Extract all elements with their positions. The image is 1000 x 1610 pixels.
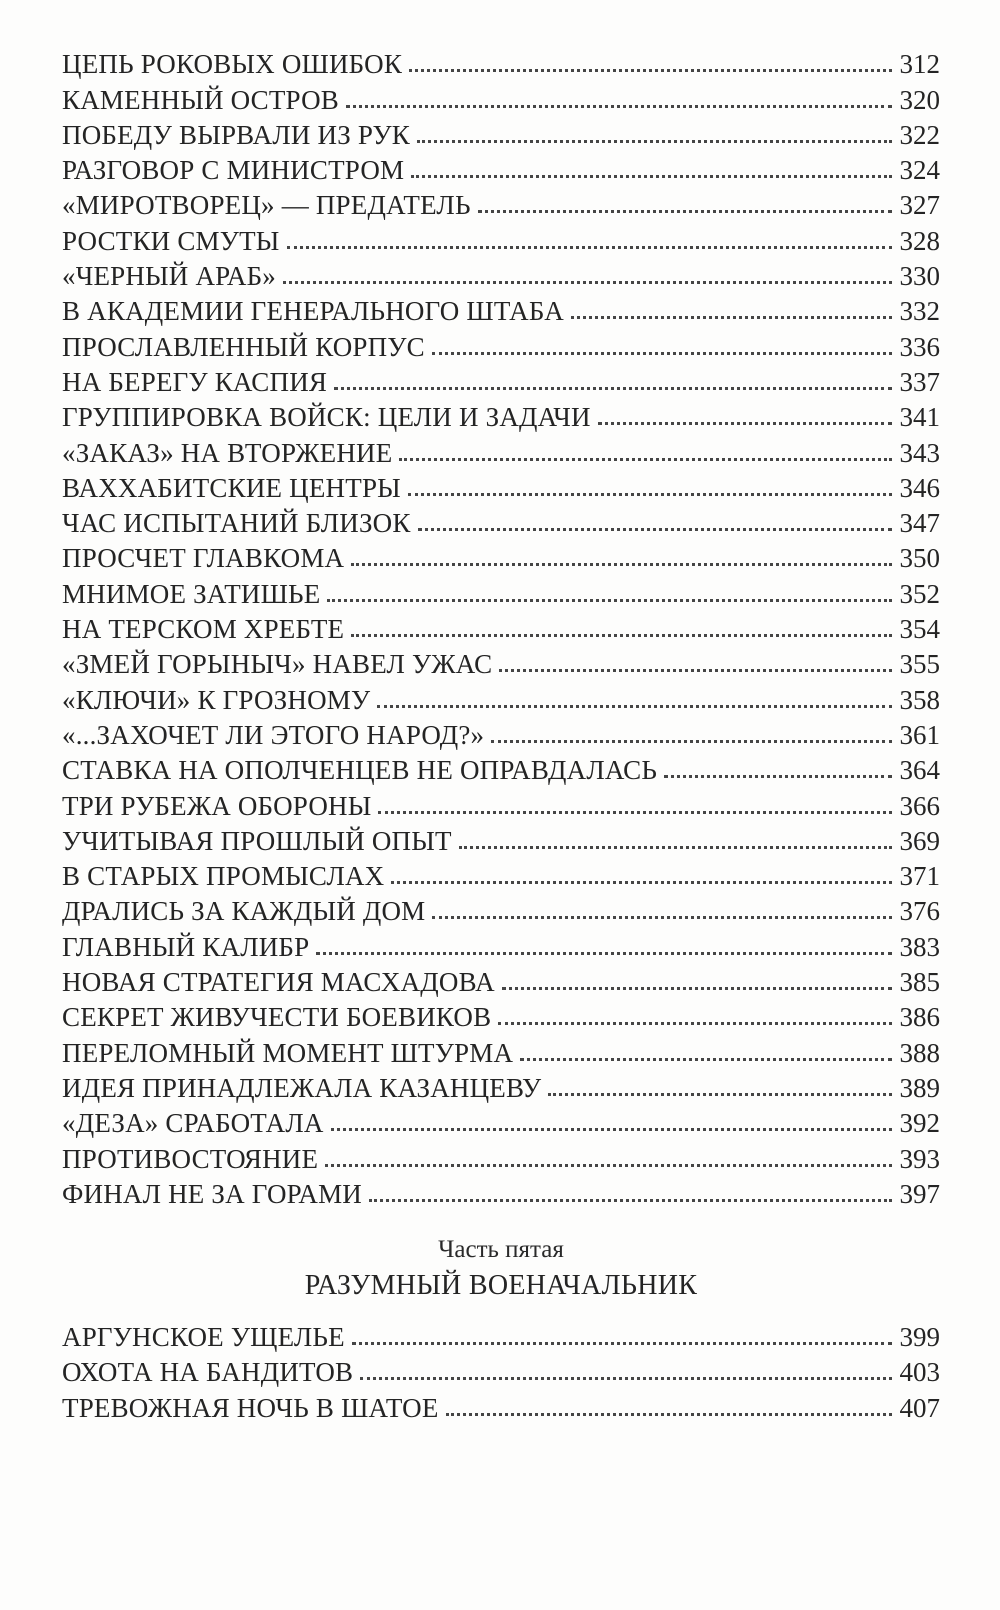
dot-leader: [502, 987, 892, 990]
toc-entry: [62, 785, 940, 820]
toc-entry: [62, 362, 940, 397]
dot-leader: [391, 881, 891, 884]
toc-entry-page: 320: [899, 84, 940, 115]
toc-entry-page: 354: [899, 614, 940, 645]
dot-leader: [346, 105, 892, 108]
part-heading: [62, 1233, 940, 1305]
toc-entry: [62, 1174, 940, 1209]
dot-leader: [432, 916, 891, 919]
dot-leader: [377, 705, 891, 708]
toc-entry-title: НА ТЕРСКОМ ХРЕБТЕ: [62, 614, 345, 645]
toc-entry: [62, 256, 940, 291]
toc-entry-title: «...ЗАХОЧЕТ ЛИ ЭТОГО НАРОД?»: [62, 719, 485, 750]
toc-entry-page: 347: [899, 508, 940, 539]
toc-entry: [62, 432, 940, 467]
toc-entry-title: «КЛЮЧИ» К ГРОЗНОМУ: [62, 684, 371, 715]
toc-entry-page: 364: [899, 755, 940, 786]
toc-entry-title: ЧАС ИСПЫТАНИЙ БЛИЗОК: [62, 508, 411, 539]
toc-entry-page: 389: [899, 1072, 940, 1103]
toc-entry-title: ПРОСЧЕТ ГЛАВКОМА: [62, 543, 345, 574]
toc-entry-page: 352: [899, 578, 940, 609]
toc-entry-title: КАМЕННЫЙ ОСТРОВ: [62, 84, 339, 115]
toc-entry-page: 361: [899, 719, 940, 750]
dot-leader: [498, 1022, 891, 1025]
dot-leader: [369, 1199, 891, 1202]
table-of-contents: [62, 44, 940, 1423]
dot-leader: [399, 458, 891, 461]
toc-entry-page: 385: [899, 967, 940, 998]
toc-entry-page: 324: [899, 155, 940, 186]
toc-entry: [62, 397, 940, 432]
toc-entry: [62, 750, 940, 785]
dot-leader: [408, 493, 892, 496]
toc-entry-page: 327: [899, 190, 940, 221]
toc-entry-title: СЕКРЕТ ЖИВУЧЕСТИ БОЕВИКОВ: [62, 1002, 492, 1033]
toc-entry: [62, 573, 940, 608]
toc-entry-page: 376: [899, 896, 940, 927]
toc-entry-page: 337: [899, 366, 940, 397]
toc-entry-page: 322: [899, 119, 940, 150]
toc-entry: [62, 962, 940, 997]
toc-entry-title: «ДЕЗА» СРАБОТАЛА: [62, 1108, 324, 1139]
toc-entry-page: 341: [899, 402, 940, 433]
toc-entry: [62, 115, 940, 150]
dot-leader: [352, 1342, 892, 1345]
dot-leader: [417, 140, 892, 143]
dot-leader: [411, 175, 891, 178]
toc-entry-page: 392: [899, 1108, 940, 1139]
toc-entry-page: 399: [899, 1322, 940, 1353]
toc-entry-page: 393: [899, 1143, 940, 1174]
toc-entry: [62, 715, 940, 750]
dot-leader: [327, 599, 891, 602]
toc-entry-title: ДРАЛИСЬ ЗА КАЖДЫЙ ДОМ: [62, 896, 426, 927]
dot-leader: [571, 316, 892, 319]
dot-leader: [409, 69, 891, 72]
toc-entry-title: АРГУНСКОЕ УЩЕЛЬЕ: [62, 1322, 345, 1353]
dot-leader: [491, 740, 891, 743]
dot-leader: [459, 846, 892, 849]
toc-entry: [62, 1068, 940, 1103]
toc-entry-title: ТРИ РУБЕЖА ОБОРОНЫ: [62, 790, 372, 821]
toc-entry: [62, 291, 940, 326]
toc-entry: [62, 185, 940, 220]
dot-leader: [548, 1093, 891, 1096]
toc-entry-page: 355: [899, 649, 940, 680]
dot-leader: [664, 775, 891, 778]
toc-entry-title: ГРУППИРОВКА ВОЙСК: ЦЕЛИ И ЗАДАЧИ: [62, 402, 591, 433]
toc-entry-title: ЦЕПЬ РОКОВЫХ ОШИБОК: [62, 49, 403, 80]
toc-entry: [62, 1138, 940, 1173]
dot-leader: [351, 634, 891, 637]
toc-entry-title: «МИРОТВОРЕЦ» — ПРЕДАТЕЛЬ: [62, 190, 471, 221]
toc-entry: [62, 644, 940, 679]
toc-entry: [62, 220, 940, 255]
toc-entry-title: «ЧЕРНЫЙ АРАБ»: [62, 261, 277, 292]
dot-leader: [499, 669, 891, 672]
toc-entry-title: НОВАЯ СТРАТЕГИЯ МАСХАДОВА: [62, 967, 495, 998]
toc-entry-page: 397: [899, 1178, 940, 1209]
toc-entry-title: В СТАРЫХ ПРОМЫСЛАХ: [62, 861, 385, 892]
toc-entry-page: 328: [899, 225, 940, 256]
toc-entry-page: 403: [899, 1357, 940, 1388]
dot-leader: [283, 281, 891, 284]
toc-entry: [62, 503, 940, 538]
toc-entry-title: СТАВКА НА ОПОЛЧЕНЦЕВ НЕ ОПРАВДАЛАСЬ: [62, 755, 658, 786]
toc-entry-title: «ЗМЕЙ ГОРЫНЫЧ» НАВЕЛ УЖАС: [62, 649, 493, 680]
toc-entry-page: 336: [899, 331, 940, 362]
toc-entry: [62, 926, 940, 961]
toc-entry-title: ПОБЕДУ ВЫРВАЛИ ИЗ РУК: [62, 119, 410, 150]
toc-entry: [62, 1103, 940, 1138]
dot-leader: [478, 210, 892, 213]
part-label: Часть пятая: [438, 1235, 564, 1263]
toc-entry: [62, 609, 940, 644]
dot-leader: [378, 811, 891, 814]
toc-entry: [62, 1387, 940, 1422]
toc-entry-title: ПРОТИВОСТОЯНИЕ: [62, 1143, 319, 1174]
toc-entry-page: 358: [899, 684, 940, 715]
dot-leader: [334, 387, 891, 390]
dot-leader: [325, 1164, 891, 1167]
toc-entry-page: 350: [899, 543, 940, 574]
dot-leader: [446, 1413, 892, 1416]
toc-entry-page: 388: [899, 1037, 940, 1068]
toc-entry: [62, 679, 940, 714]
toc-entry-page: 386: [899, 1002, 940, 1033]
toc-entry: [62, 150, 940, 185]
toc-entry-page: 346: [899, 472, 940, 503]
toc-entry-page: 371: [899, 861, 940, 892]
toc-entry-page: 366: [899, 790, 940, 821]
dot-leader: [432, 352, 892, 355]
toc-entry-title: МНИМОЕ ЗАТИШЬЕ: [62, 578, 321, 609]
toc-entry-page: 330: [899, 261, 940, 292]
toc-entry-title: РАЗГОВОР С МИНИСТРОМ: [62, 155, 405, 186]
toc-entry-title: ФИНАЛ НЕ ЗА ГОРАМИ: [62, 1178, 363, 1209]
toc-entry-page: 383: [899, 931, 940, 962]
toc-entry-title: ИДЕЯ ПРИНАДЛЕЖАЛА КАЗАНЦЕВУ: [62, 1072, 542, 1103]
toc-entry: [62, 326, 940, 361]
dot-leader: [331, 1128, 892, 1131]
toc-entry-title: ГЛАВНЫЙ КАЛИБР: [62, 931, 310, 962]
toc-entry-title: ПРОСЛАВЛЕННЫЙ КОРПУС: [62, 331, 425, 362]
toc-entry: [62, 821, 940, 856]
toc-entry: [62, 891, 940, 926]
toc-entry-title: ВАХХАБИТСКИЕ ЦЕНТРЫ: [62, 472, 401, 503]
toc-entry-title: ОХОТА НА БАНДИТОВ: [62, 1357, 354, 1388]
toc-entry-title: РОСТКИ СМУТЫ: [62, 225, 280, 256]
dot-leader: [418, 528, 892, 531]
toc-entry: [62, 1317, 940, 1352]
toc-entry-title: ПЕРЕЛОМНЫЙ МОМЕНТ ШТУРМА: [62, 1037, 514, 1068]
toc-entry: [62, 997, 940, 1032]
dot-leader: [287, 246, 892, 249]
dot-leader: [360, 1377, 891, 1380]
toc-entry-page: 332: [899, 296, 940, 327]
toc-entry-title: ТРЕВОЖНАЯ НОЧЬ В ШАТОЕ: [62, 1392, 439, 1423]
toc-entry-title: В АКАДЕМИИ ГЕНЕРАЛЬНОГО ШТАБА: [62, 296, 564, 327]
toc-entry: [62, 856, 940, 891]
toc-entry: [62, 538, 940, 573]
toc-entry-page: 343: [899, 437, 940, 468]
toc-entry-page: 369: [899, 825, 940, 856]
dot-leader: [520, 1058, 891, 1061]
toc-entry-title: «ЗАКАЗ» НА ВТОРЖЕНИЕ: [62, 437, 393, 468]
toc-entry: [62, 44, 940, 79]
toc-entry: [62, 468, 940, 503]
dot-leader: [598, 422, 892, 425]
toc-entry: [62, 79, 940, 114]
dot-leader: [316, 952, 891, 955]
toc-entry: [62, 1352, 940, 1387]
toc-entry-page: 312: [899, 49, 940, 80]
dot-leader: [351, 563, 891, 566]
toc-entry: [62, 1032, 940, 1067]
toc-entry-page: 407: [899, 1392, 940, 1423]
toc-entry-title: НА БЕРЕГУ КАСПИЯ: [62, 366, 328, 397]
part-title: РАЗУМНЫЙ ВОЕНАЧАЛЬНИК: [304, 1269, 698, 1301]
toc-entry-title: УЧИТЫВАЯ ПРОШЛЫЙ ОПЫТ: [62, 825, 452, 856]
